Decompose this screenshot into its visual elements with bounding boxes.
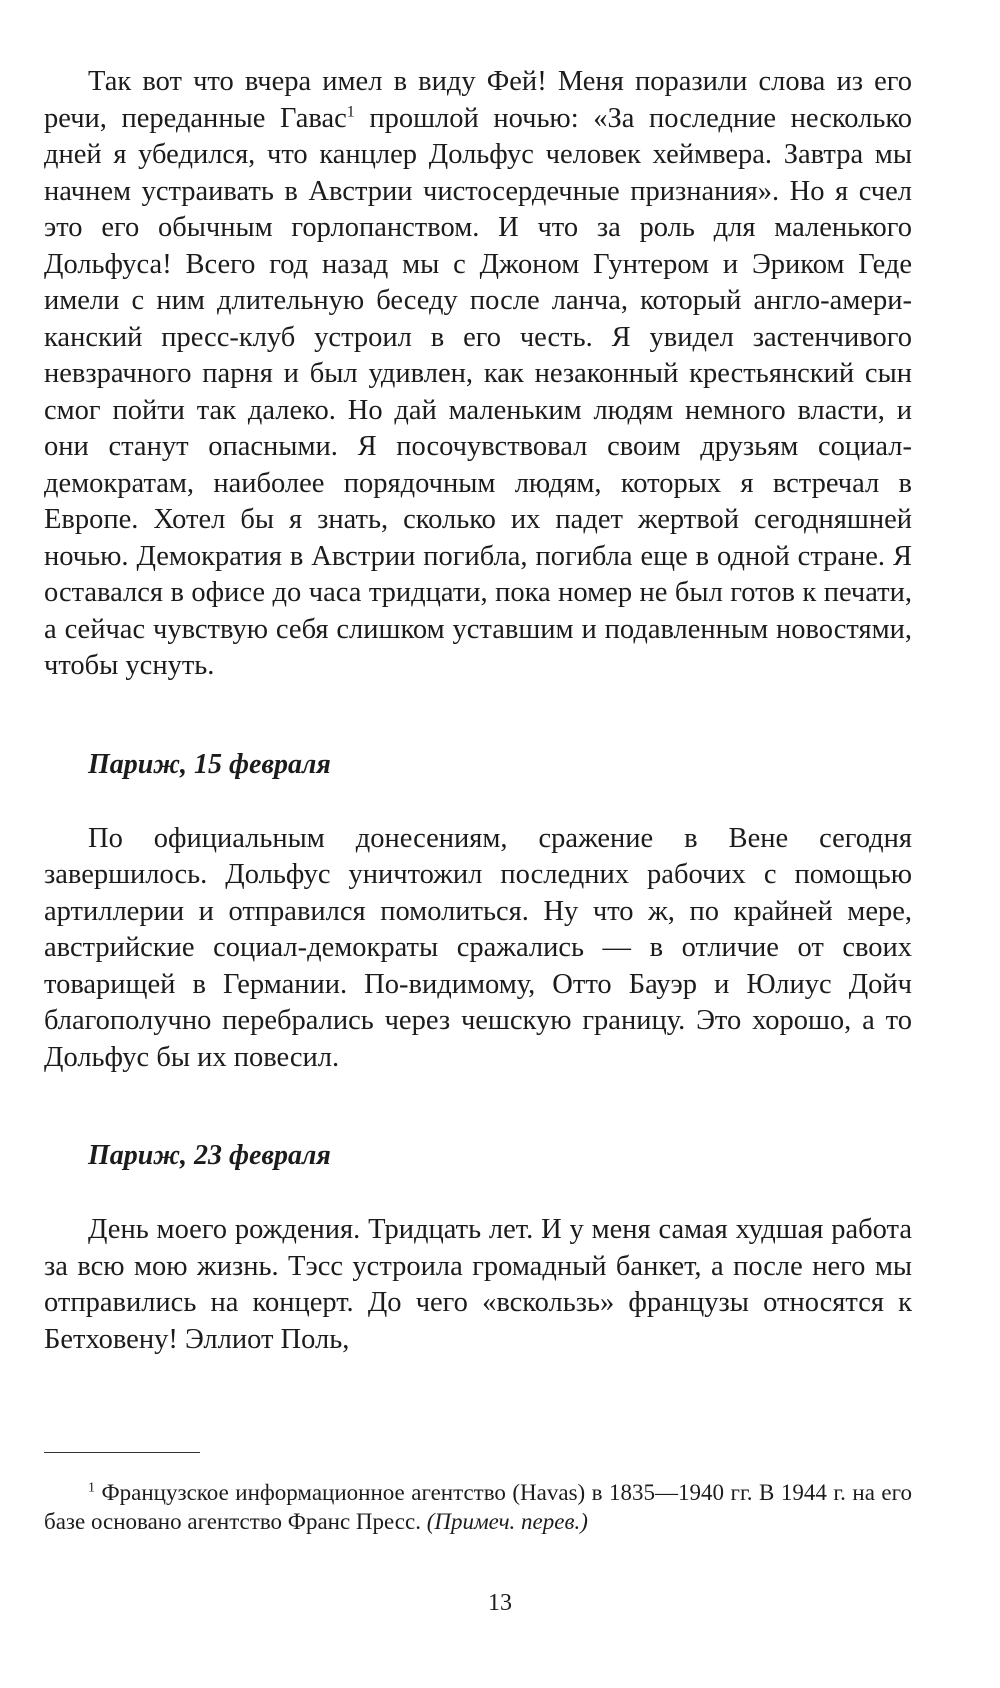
paragraph-3: День моего рождения. Тридцать лет. И у меня самая худшая работа за всю мою жизнь. Тэсс устроила громадный банкет, а после него мы отправились на концерт. До чего «вскользь» французы относятся к Бетховену! Эллиот Поль, [44,1214,912,1355]
footnote-source: (Примеч. перев.) [426,1509,588,1534]
paragraph-1 [44,64,912,685]
paragraph-1-text-a: Так вот что вчера имел в виду Фей! Меня поразили слова из его речи, переданные Гавас [44,66,912,134]
footnote [44,1478,912,1536]
footnote-mark: 1 [88,1480,95,1496]
footnote-text: Французское информационное агентство (Havas) в 1835—1940 гг. В 1944 г. на его базе основано агентство Франс Пресс. [44,1480,912,1534]
paragraph-2: По официальным донесениям, сражение в Вене сегодня завершилось. Дольфус уничтожил последних рабочих с помощью артиллерии и отправился помолиться. Ну что ж, по крайней мере, австрийские социал-демократы сражались — в отличие от своих товарищей в Германии. По-видимому, Отто Бауэр и Юлиус Дойч благополучно перебрались через чешскую границу. Это хорошо, а то Дольфус бы их повесил. [44,822,912,1073]
page-number: 13 [488,1590,512,1616]
entry-heading-feb-23: Париж, 23 февраля [88,1140,331,1171]
footnote-divider [44,1452,200,1453]
page-body [44,64,912,1358]
paragraph-1-text-b: прошлой ночью: «За последние несколько дней я убедился, что канцлер Дольфус человек хеймвера. Завтра мы начнем устраивать в Австрии чистосердечные признания». Но я счел это его обычным горлопанством. И что за роль для маленького Дольфуса! Всего год назад мы с Джоном Гунтером и Эриком Геде имели с ним длительную беседу после ланча, который англо-американский пресс-клуб устроил в его честь. Я увидел застенчивого невзрачного парня и был удивлен, как незаконный крестьянский сын смог пойти так далеко. Но дай маленьким людям немного власти, и они станут опасными. Я посочувствовал своим друзьям социал-демократам, наиболее порядочным людям, которых я встречал в Европе. Хотел бы я знать, сколько их падет жертвой сегодняшней ночью. Демократия в Австрии погибла, погибла еще в одной стране. Я оставался в офисе до часа тридцати, пока номер не был готов к печати, а сейчас чувствую себя слишком уставшим и подавленным новостями, чтобы уснуть. [44,102,912,681]
entry-heading-feb-15: Париж, 15 февраля [88,748,331,780]
footnote-reference[interactable]: 1 [346,103,355,120]
